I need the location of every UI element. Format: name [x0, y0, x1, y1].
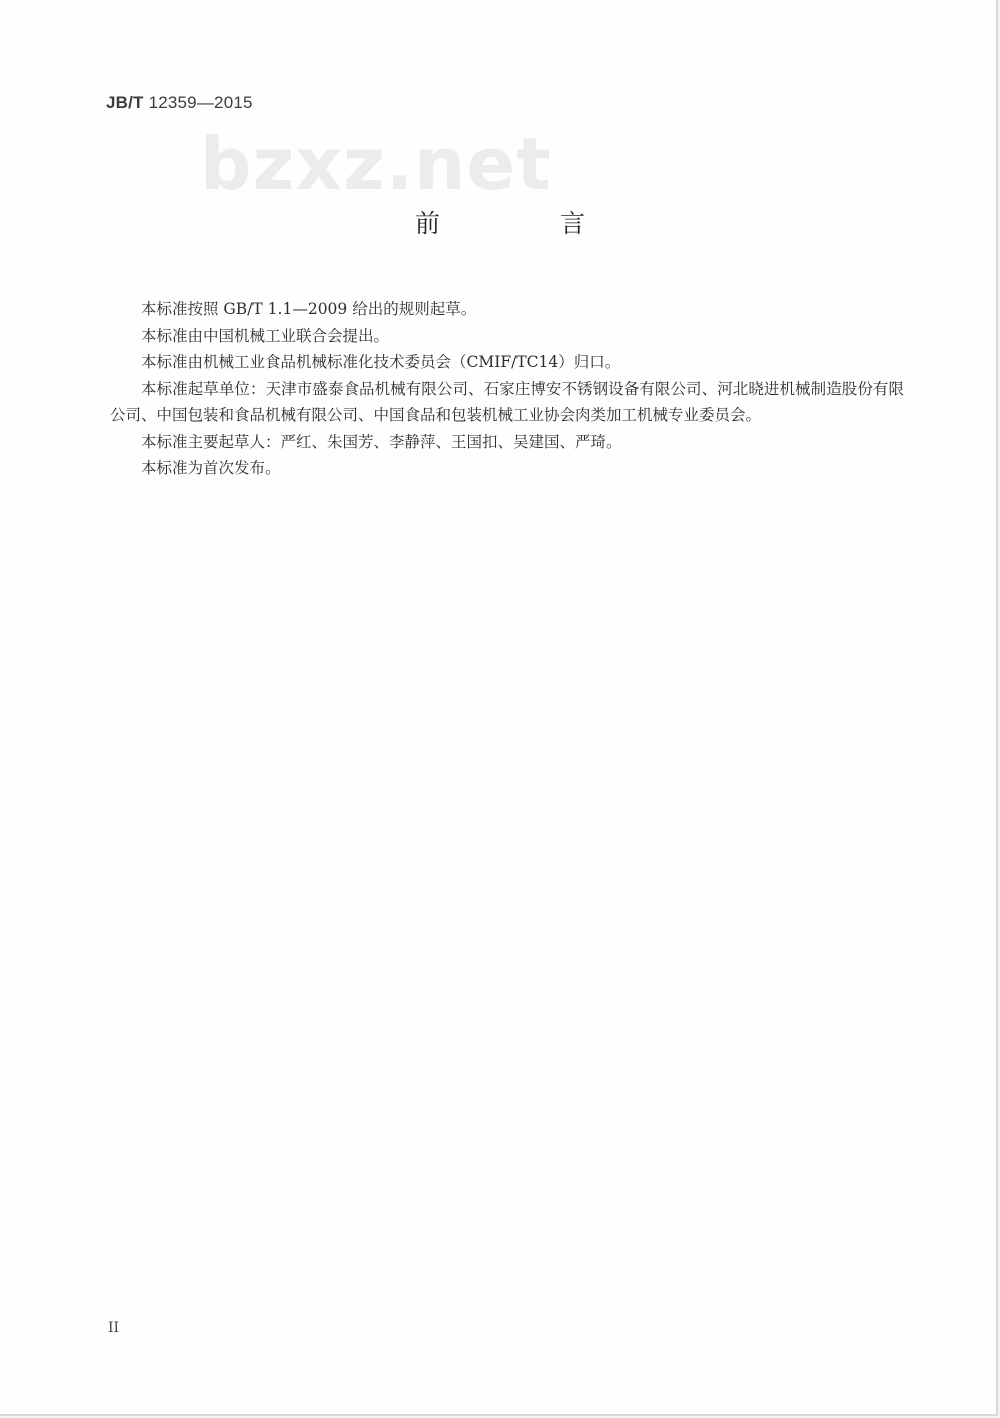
paragraph-proposed-by: 本标准由中国机械工业联合会提出。 — [141, 326, 390, 345]
paragraph-drafting-units: 本标准起草单位：天津市盛泰食品机械有限公司、石家庄博安不锈钢设备有限公司、河北晓进机械制造股份有限公司、中国包装和食品机械有限公司、中国食品和包装机械工业协会肉类加工机械专业委员会。 — [110, 379, 904, 424]
standard-code — [106, 93, 253, 113]
paragraph-drafting-rules: 本标准按照 GB/T 1.1—2009 给出的规则起草。 — [141, 300, 477, 318]
paragraph-first-release: 本标准为首次发布。 — [141, 459, 281, 477]
watermark: bzxz.net — [200, 122, 552, 206]
paragraph-centralized-by: 本标准由机械工业食品机械标准化技术委员会（CMIF/TC14）归口。 — [141, 353, 621, 371]
standard-code-number: 12359—2015 — [143, 93, 253, 112]
standard-code-prefix: JB/T — [106, 93, 144, 112]
paragraph-drafters: 本标准主要起草人：严红、朱国芳、李静萍、王国扣、吴建国、严琦。 — [141, 432, 622, 451]
page-title: 前 言 — [415, 209, 641, 238]
foreword-body — [110, 296, 904, 482]
page-number: II — [108, 1320, 120, 1336]
